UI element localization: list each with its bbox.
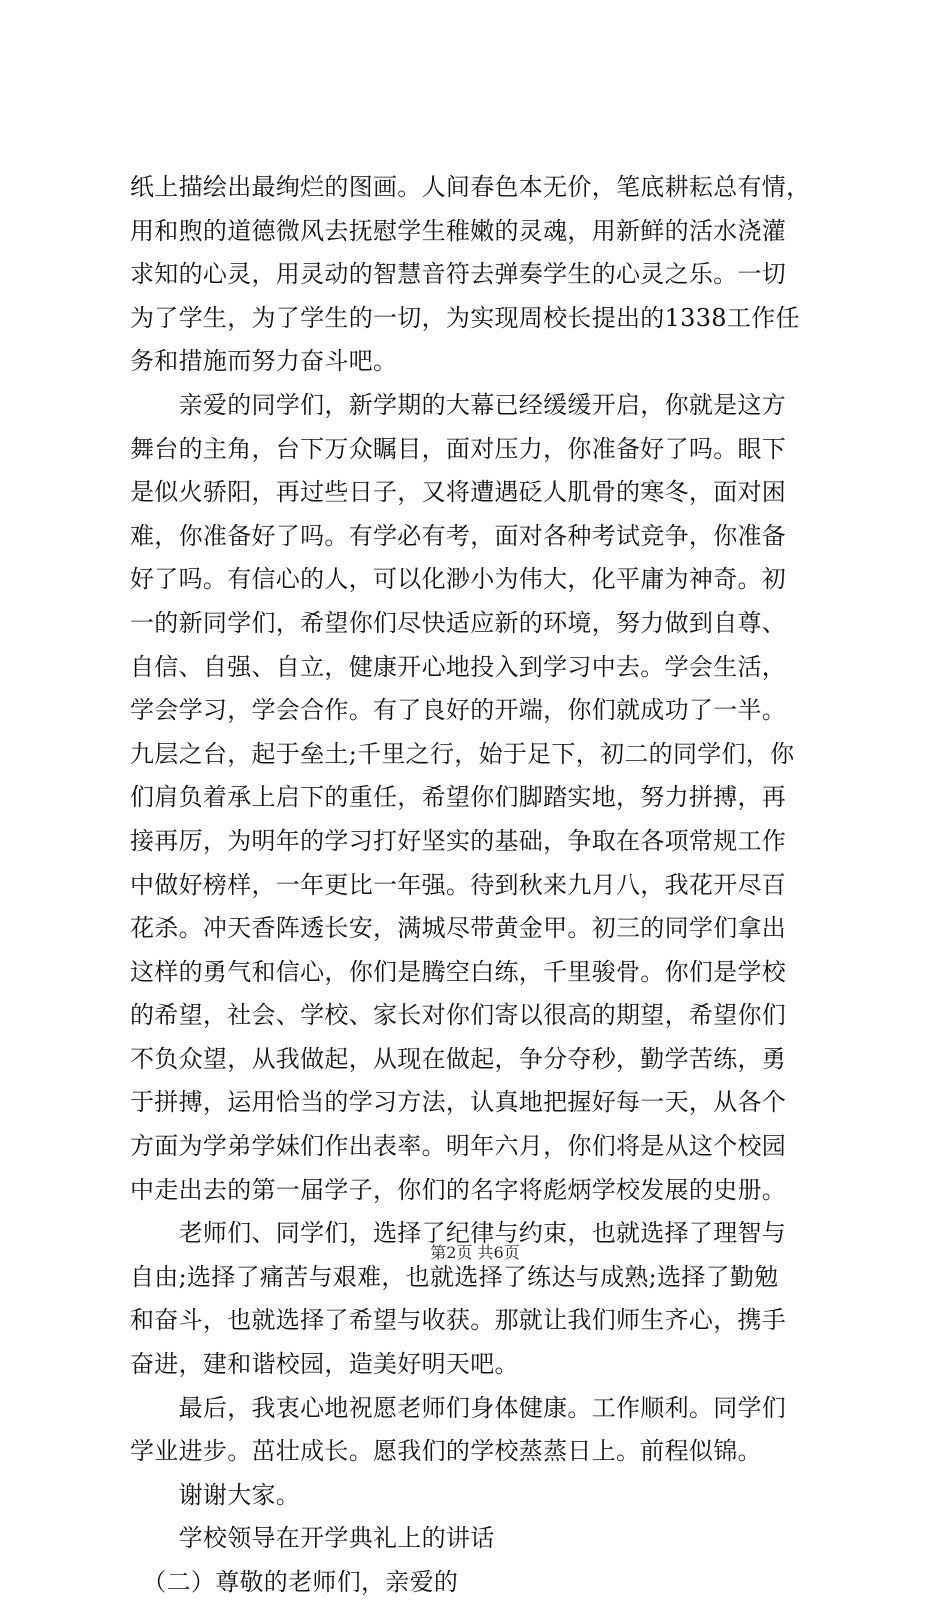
text-line: 谢谢大家。 xyxy=(130,1480,301,1509)
text-line: 纸上描绘出最绚烂的图画。人间春色本无价，笔底耕耘总有情， xyxy=(130,173,811,201)
text-line: 学校领导在开学典礼上的讲话 xyxy=(130,1524,495,1553)
text-line: 自信、自强、自立，健康开心地投入到学习中去。学会生活， xyxy=(130,652,787,681)
text-line: 中走出去的第一届学子，你们的名字将彪炳学校发展的史册。 xyxy=(130,1175,787,1204)
text-line: 这样的勇气和信心，你们是腾空白练，千里骏骨。你们是学校 xyxy=(130,957,787,986)
text-line: 的希望，社会、学校、家长对你们寄以很高的期望，希望你们 xyxy=(130,1001,787,1030)
text-line: 自由;选择了痛苦与艰难，也就选择了练达与成熟;选择了勤勉 xyxy=(130,1262,779,1291)
text-line: 最后，我衷心地祝愿老师们身体健康。工作顺利。同学们 xyxy=(130,1393,787,1422)
text-line: 们肩负着承上启下的重任，希望你们脚踏实地，努力拼搏，再 xyxy=(130,783,787,812)
text-line: 方面为学弟学妹们作出表率。明年六月，你们将是从这个校园 xyxy=(130,1132,787,1161)
text-line: 为了学生，为了学生的一切，为实现周校长提出的1338工作任 xyxy=(130,303,800,332)
text-line: 学业进步。茁壮成长。愿我们的学校蒸蒸日上。前程似锦。 xyxy=(130,1437,762,1466)
page-number-footer: 第2页 共6页 xyxy=(430,1243,520,1262)
text-line: 务和措施而努力奋斗吧。 xyxy=(130,347,398,376)
text-line: 奋进，建和谐校园，造美好明天吧。 xyxy=(130,1350,519,1379)
text-line: 求知的心灵，用灵动的智慧音符去弹奏学生的心灵之乐。一切 xyxy=(130,260,787,289)
document-body xyxy=(130,166,830,1605)
text-line: （二）尊敬的老师们，亲爱的 xyxy=(130,1568,459,1596)
text-line: 不负众望，从我做起，从现在做起，争分夺秒，勤学苦练，勇 xyxy=(130,1044,787,1073)
text-line: 九层之台，起于垒土;千里之行，始于足下，初二的同学们，你 xyxy=(130,739,795,768)
text-line: 接再厉，为明年的学习打好坚实的基础，争取在各项常规工作 xyxy=(130,826,787,855)
text-line: 好了吗。有信心的人，可以化渺小为伟大，化平庸为神奇。初 xyxy=(130,565,787,594)
text-line: 难，你准备好了吗。有学必有考，面对各种考试竞争，你准备 xyxy=(130,521,787,550)
text-line: 亲爱的同学们，新学期的大幕已经缓缓开启，你就是这方 xyxy=(130,390,787,419)
text-line: 于拼搏，运用恰当的学习方法，认真地把握好每一天，从各个 xyxy=(130,1088,787,1117)
text-line: 一的新同学们，希望你们尽快适应新的环境，努力做到自尊、 xyxy=(130,608,787,637)
text-line: 学会学习，学会合作。有了良好的开端，你们就成功了一半。 xyxy=(130,696,787,725)
text-line: 是似火骄阳，再过些日子，又将遭遇砭人肌骨的寒冬，面对困 xyxy=(130,478,787,507)
text-line: 老师们、同学们，选择了纪律与约束，也就选择了理智与 xyxy=(130,1219,787,1248)
text-line: 中做好榜样，一年更比一年强。待到秋来九月八，我花开尽百 xyxy=(130,870,787,899)
text-line: 和奋斗，也就选择了希望与收获。那就让我们师生齐心，携手 xyxy=(130,1306,787,1335)
text-line: 舞台的主角，台下万众瞩目，面对压力，你准备好了吗。眼下 xyxy=(130,434,787,463)
text-line: 用和煦的道德微风去抚慰学生稚嫩的灵魂，用新鲜的活水浇灌 xyxy=(130,216,787,245)
text-line: 花杀。冲天香阵透长安，满城尽带黄金甲。初三的同学们拿出 xyxy=(130,914,787,943)
